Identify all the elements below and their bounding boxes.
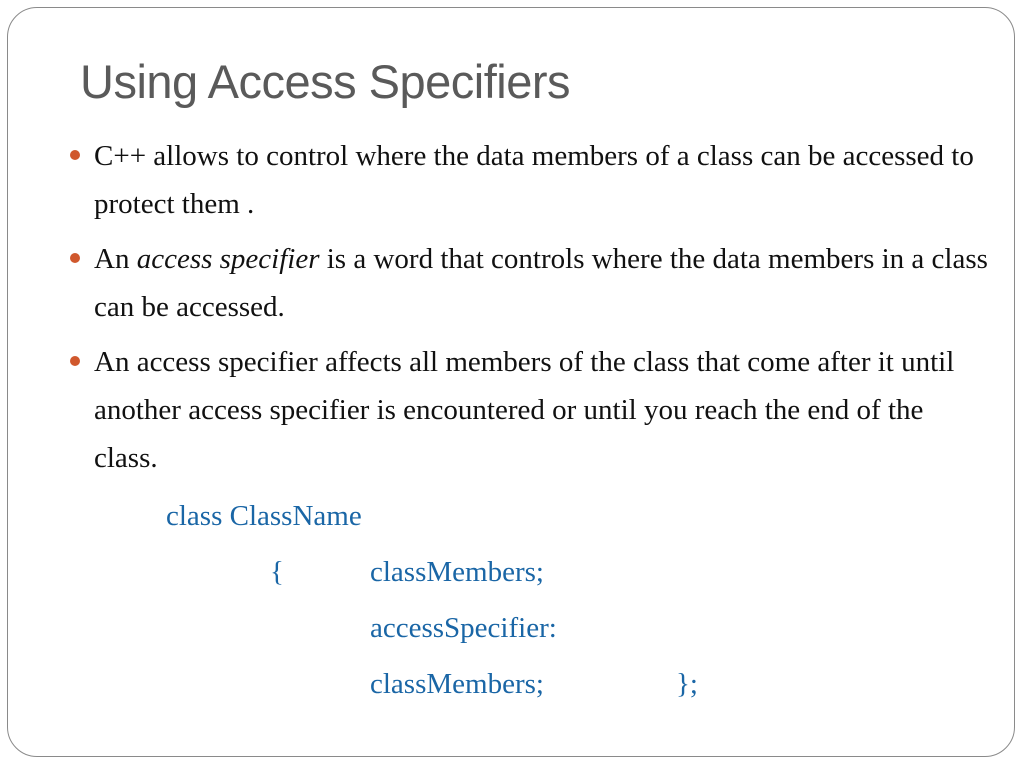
code-open-brace: {	[270, 556, 284, 588]
bullet-item	[70, 338, 990, 482]
code-class-declaration: class ClassName	[166, 500, 362, 532]
bullet-text: An access specifier affects all members of the class that come after it until another access specifier is encountered or until you reach the end of the class.	[94, 346, 955, 474]
bullet-dot-icon	[70, 150, 80, 160]
bullet-item	[70, 132, 990, 228]
code-access-specifier: accessSpecifier:	[370, 612, 557, 644]
bullet-text: C++ allows to control where the data members of a class can be accessed to protect them .	[94, 140, 974, 220]
slide-title: Using Access Specifiers	[80, 55, 571, 108]
code-class-members: classMembers;	[370, 556, 544, 588]
bullet-emphasis: access specifier	[136, 243, 320, 275]
bullet-text-after: is a word that controls where the data members in a class can be accessed.	[94, 243, 988, 323]
bullet-list	[70, 132, 990, 489]
code-close-brace: };	[676, 668, 698, 700]
code-class-members: classMembers;	[370, 668, 544, 700]
bullet-item	[70, 235, 990, 331]
bullet-dot-icon	[70, 253, 80, 263]
bullet-text-before: An	[94, 243, 137, 275]
bullet-dot-icon	[70, 356, 80, 366]
